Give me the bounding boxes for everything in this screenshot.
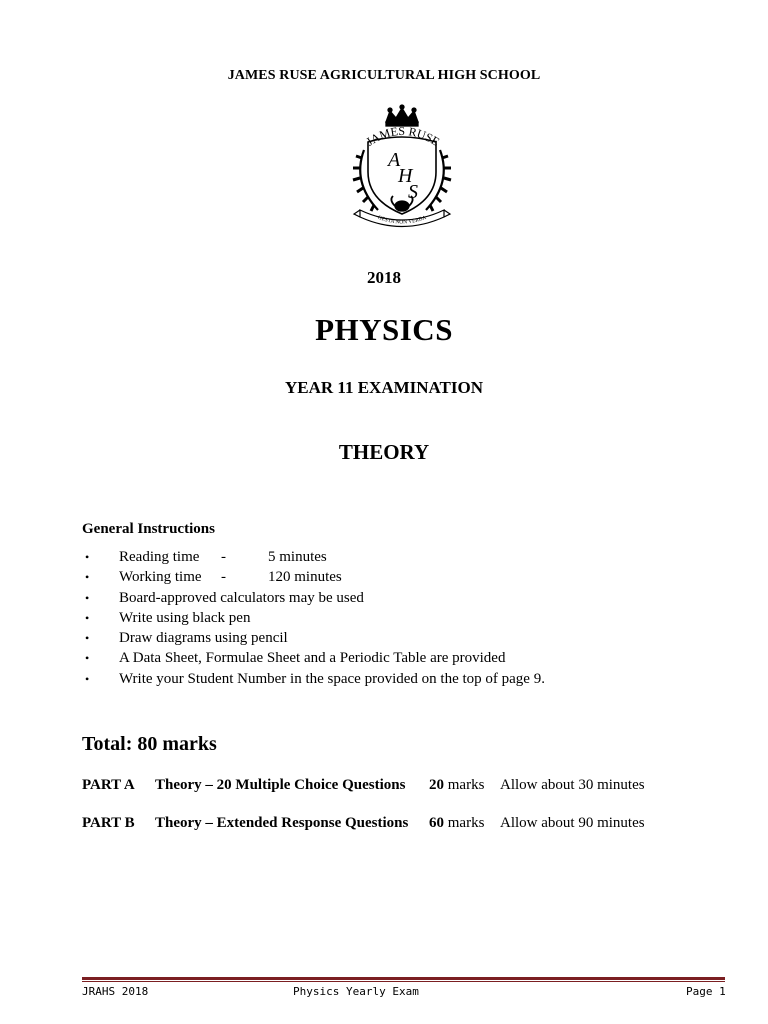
subject-title: PHYSICS: [315, 312, 453, 347]
part-time: Allow about 30 minutes: [500, 777, 645, 793]
instruction-value: 120 minutes: [268, 569, 342, 586]
footer-rule-thin: [82, 981, 725, 982]
crest-monogram-h: H: [398, 165, 413, 187]
crest-motto: GESTA NON VERBA: [376, 214, 428, 226]
part-description: Theory – Extended Response Questions: [155, 815, 409, 831]
bullet-icon: •: [85, 570, 90, 585]
exam-name: YEAR 11 EXAMINATION: [284, 378, 484, 397]
footer-rule: [82, 977, 725, 980]
part-marks-value: 20: [429, 777, 444, 793]
instruction-dash: -: [221, 569, 226, 586]
part-marks-unit: marks: [447, 815, 485, 831]
footer-center: Physics Yearly Exam: [293, 985, 419, 998]
part-marks: [429, 777, 484, 794]
svg-text:JAMES RUSE: [363, 124, 442, 149]
paper-type: THEORY: [338, 440, 430, 464]
footer-page-number: Page 1: [686, 985, 726, 998]
bullet-icon: •: [85, 631, 90, 646]
part-time: Allow about 90 minutes: [500, 815, 645, 831]
crest-arc-text: JAMES RUSE: [363, 123, 443, 149]
instructions-heading: General Instructions: [82, 521, 215, 537]
exam-year: 2018: [367, 268, 401, 287]
part-description: Theory – 20 Multiple Choice Questions: [155, 777, 406, 793]
bullet-icon: •: [85, 550, 90, 564]
instruction-text: Board-approved calculators may be used: [119, 589, 364, 606]
total-marks: Total: 80 marks: [82, 733, 217, 755]
footer-left: JRAHS 2018: [82, 985, 149, 998]
bullet-icon: •: [85, 610, 90, 625]
part-marks-unit: marks: [447, 777, 485, 793]
bullet-icon: •: [85, 671, 90, 686]
instruction-text: A Data Sheet, Formulae Sheet and a Periodic Table are provided: [119, 650, 506, 667]
bullet-icon: •: [85, 590, 90, 605]
crest-monogram-s: S: [408, 181, 418, 203]
crest-monogram-a: A: [388, 149, 401, 171]
school-crest-logo: [340, 102, 464, 228]
instruction-text: Write your Student Number in the space provided on the top of page 9.: [119, 670, 545, 687]
instruction-text: Write using black pen: [119, 609, 251, 626]
bullet-icon: •: [85, 651, 90, 666]
instruction-text: Working time: [119, 569, 202, 586]
part-marks: [429, 815, 484, 832]
part-marks-value: 60: [429, 815, 444, 831]
instruction-text: Draw diagrams using pencil: [119, 630, 288, 647]
school-name: JAMES RUSE AGRICULTURAL HIGH SCHOOL: [227, 68, 541, 83]
part-label: PART A: [82, 777, 135, 793]
instruction-text: Reading time: [119, 549, 200, 565]
instruction-dash: -: [221, 549, 226, 565]
part-label: PART B: [82, 815, 135, 831]
instruction-value: 5 minutes: [268, 549, 327, 565]
